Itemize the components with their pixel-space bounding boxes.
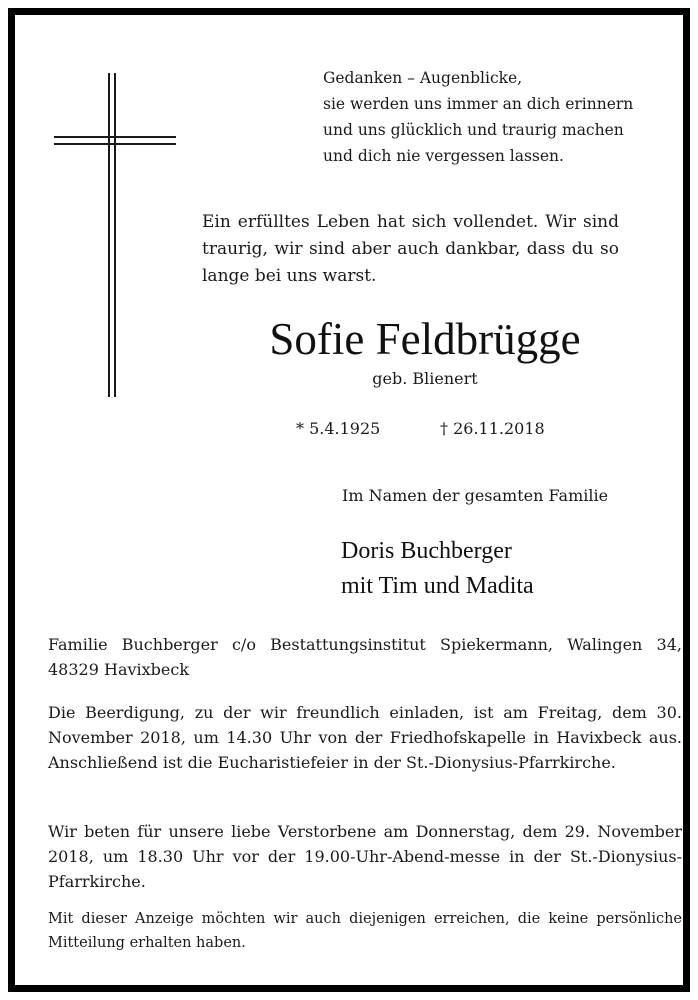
funeral-info: Die Beerdigung, zu der wir freundlich einladen, ist am Freitag, dem 30. November 2018, um 14.30 Uhr von der Friedhofskapelle in Havixbeck aus. Anschließend ist die Eucharistiefeier in der St.-Dionysius-Pfarrkirche. bbox=[48, 703, 682, 772]
family-intro: Im Namen der gesamten Familie bbox=[342, 486, 609, 505]
poem bbox=[323, 65, 633, 169]
survivors bbox=[341, 534, 534, 604]
birth-date: * 5.4.1925 bbox=[296, 419, 381, 438]
prayer-info: Wir beten für unsere liebe Verstorbene am Donnerstag, dem 29. November 2018, um 18.30 Uhr vor der 19.00-Uhr-Abend-messe in der St.-Dionysius-Pfarrkirche. bbox=[48, 822, 682, 891]
maiden-name: geb. Blienert bbox=[372, 369, 478, 388]
contact-address: Familie Buchberger c/o Bestattungsinstitut Spiekermann, Walingen 34, 48329 Havixbeck bbox=[48, 635, 682, 679]
obituary-page bbox=[14, 14, 684, 986]
obituary-frame bbox=[8, 8, 690, 992]
deceased-name: Sofie Feldbrügge bbox=[269, 314, 581, 364]
notice-text: Mit dieser Anzeige möchten wir auch diejenigen erreichen, die keine persönliche Mitteilung erhalten haben. bbox=[48, 911, 682, 951]
poem-line: und dich nie vergessen lassen. bbox=[323, 147, 564, 165]
poem-line: und uns glücklich und traurig machen bbox=[323, 121, 624, 139]
survivor-line: Doris Buchberger bbox=[341, 538, 512, 564]
death-date: † 26.11.2018 bbox=[440, 419, 545, 438]
poem-line: Gedanken – Augenblicke, bbox=[323, 69, 523, 87]
cross-icon bbox=[54, 73, 176, 397]
survivor-line: mit Tim und Madita bbox=[341, 573, 534, 599]
intro-text: Ein erfülltes Leben hat sich vollendet. Wir sind traurig, wir sind aber auch dankbar, dass du so lange bei uns warst. bbox=[202, 212, 619, 286]
poem-line: sie werden uns immer an dich erinnern bbox=[323, 95, 634, 113]
